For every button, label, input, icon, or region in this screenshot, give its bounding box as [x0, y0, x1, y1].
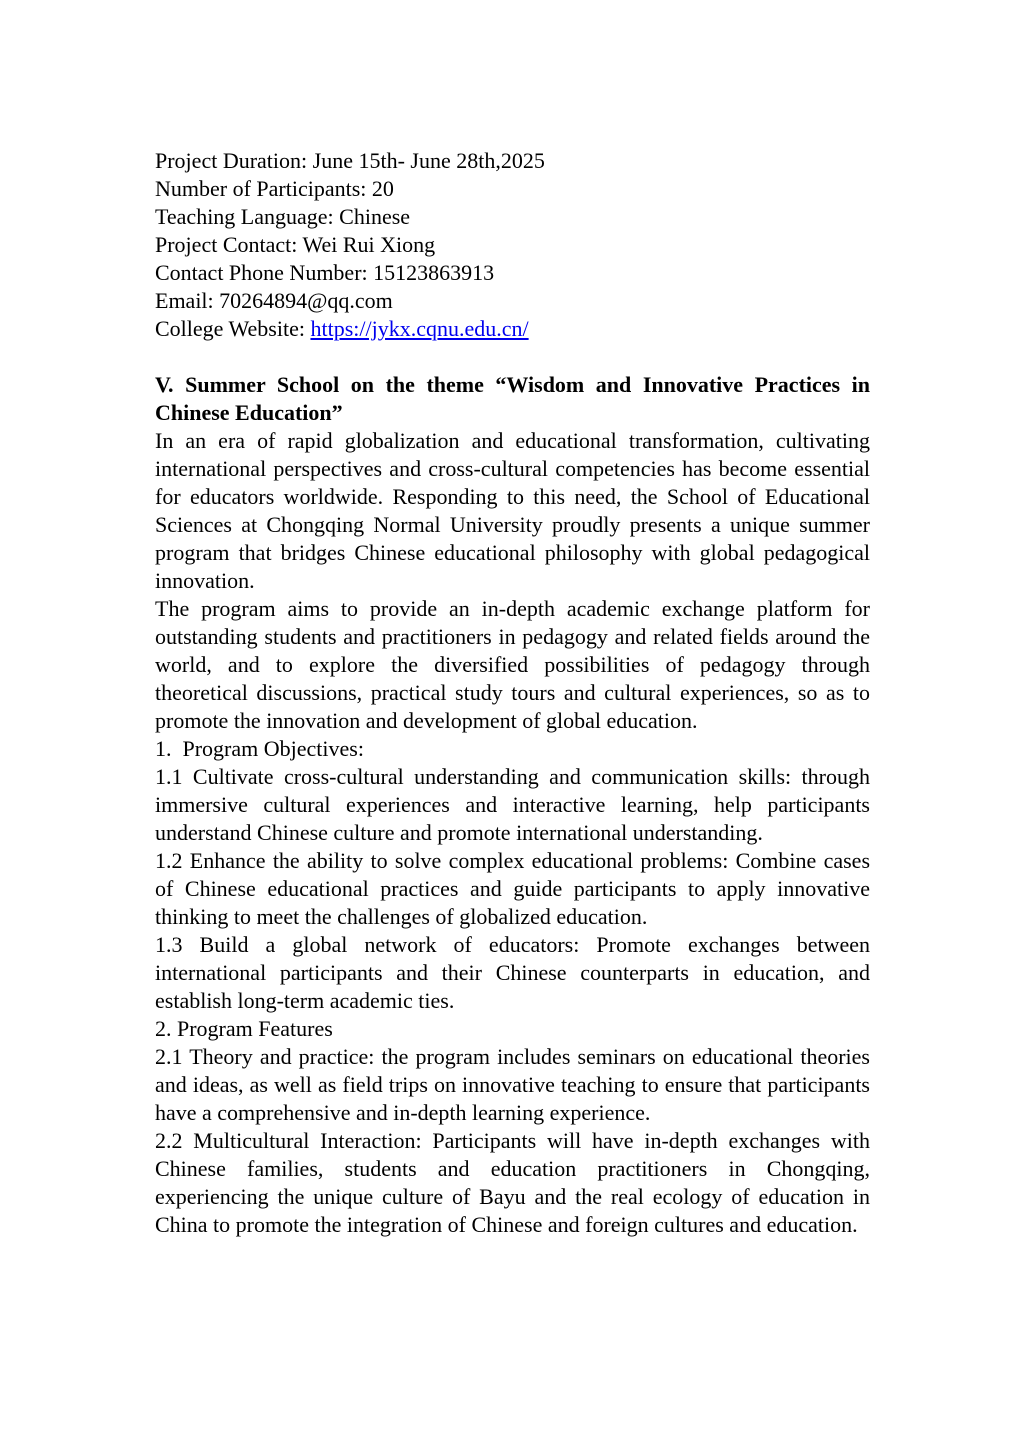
- contact-line-phone: Contact Phone Number: 15123863913: [155, 260, 495, 285]
- contact-line-website: [155, 315, 870, 343]
- paragraph-objective-1-1: 1.1 Cultivate cross-cultural understanding and communication skills: through immersive cultural experiences and interactive learning, help participants understand Chinese culture and promote international understanding.: [155, 764, 870, 845]
- contact-line-email: Email: 70264894@qq.com: [155, 288, 393, 313]
- blank-line-spacer: [155, 343, 870, 371]
- paragraph-intro: In an era of rapid globalization and educational transformation, cultivating international perspectives and cross-cultural competencies has become essential for educators worldwide. Responding to this need, the School of Educational Sciences at Chongqing Normal University proudly presents a unique summer program that bridges Chinese educational philosophy with global pedagogical innovation.: [155, 428, 870, 593]
- contact-line-contact-person: Project Contact: Wei Rui Xiong: [155, 232, 436, 257]
- paragraph-feature-2-2: 2.2 Multicultural Interaction: Participants will have in-depth exchanges with Chinese families, students and education practitioners in Chongqing, experiencing the unique culture of Bayu and the real ecology of education in China to promote the integration of Chinese and foreign cultures and education.: [155, 1128, 870, 1237]
- contact-info-block: [155, 147, 870, 343]
- heading-program-features: 2. Program Features: [155, 1016, 333, 1041]
- paragraph-objective-1-3: 1.3 Build a global network of educators: Promote exchanges between international participants and their Chinese counterparts in education, and establish long-term academic ties.: [155, 932, 870, 1013]
- paragraph-objective-1-2: 1.2 Enhance the ability to solve complex educational problems: Combine cases of Chinese educational practices and guide participants to apply innovative thinking to meet the challenges of globalized education.: [155, 848, 870, 929]
- section-v-heading: V. Summer School on the theme “Wisdom and Innovative Practices in Chinese Education”: [155, 372, 870, 425]
- college-website-link[interactable]: https://jykx.cqnu.edu.cn/: [310, 316, 529, 341]
- heading-program-objectives: 1. Program Objectives:: [155, 736, 364, 761]
- paragraph-feature-2-1: 2.1 Theory and practice: the program includes seminars on educational theories and ideas, as well as field trips on innovative teaching to ensure that participants have a comprehensive and in-depth learning experience.: [155, 1044, 870, 1125]
- college-website-label: College Website:: [155, 316, 311, 341]
- contact-line-participants: Number of Participants: 20: [155, 176, 394, 201]
- contact-line-language: Teaching Language: Chinese: [155, 204, 411, 229]
- contact-line-duration: Project Duration: June 15th- June 28th,2025: [155, 148, 545, 173]
- paragraph-aims: The program aims to provide an in-depth academic exchange platform for outstanding students and practitioners in pedagogy and related fields around the world, and to explore the diversified possibilities of pedagogy through theoretical discussions, practical study tours and cultural experiences, so as to promote the innovation and development of global education.: [155, 596, 870, 733]
